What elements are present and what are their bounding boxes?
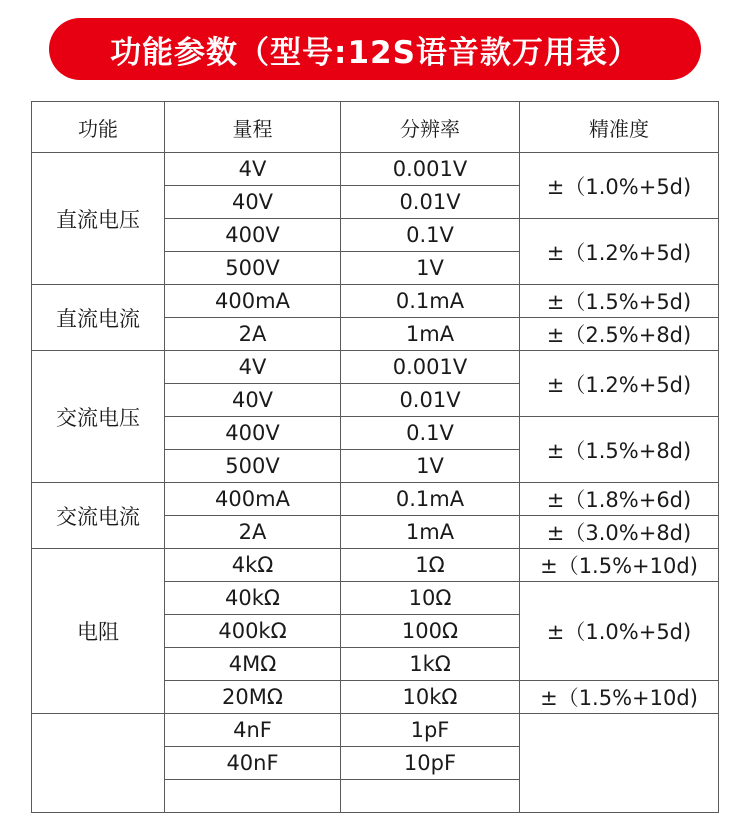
- header-resolution: 分辨率: [341, 102, 520, 153]
- range-cell: 40V: [165, 384, 341, 417]
- range-cell: 40kΩ: [165, 582, 341, 615]
- resolution-cell: 1pF: [341, 714, 520, 747]
- table-row: [32, 549, 719, 582]
- range-cell: 4kΩ: [165, 549, 341, 582]
- table-row: [32, 714, 719, 747]
- resolution-cell: 0.1mA: [341, 285, 520, 318]
- resolution-cell: 1kΩ: [341, 648, 520, 681]
- header-function: 功能: [32, 102, 165, 153]
- accuracy-cell: ±（2.5%+8d): [520, 318, 719, 351]
- table-header-row: [32, 102, 719, 153]
- resolution-cell: 10pF: [341, 747, 520, 780]
- accuracy-cell: ±（1.8%+6d): [520, 483, 719, 516]
- range-cell: 4nF: [165, 714, 341, 747]
- resolution-cell: 0.001V: [341, 153, 520, 186]
- range-cell: 4MΩ: [165, 648, 341, 681]
- resolution-cell: 1mA: [341, 516, 520, 549]
- resolution-cell: 10Ω: [341, 582, 520, 615]
- range-cell: 500V: [165, 450, 341, 483]
- table-row: [32, 153, 719, 186]
- banner-title: 功能参数（型号:12S语音款万用表）: [110, 34, 640, 71]
- accuracy-cell: ±（1.2%+5d): [520, 351, 719, 417]
- header-range: 量程: [165, 102, 341, 153]
- resolution-cell: 0.001V: [341, 351, 520, 384]
- range-cell: [165, 780, 341, 813]
- range-cell: 4V: [165, 153, 341, 186]
- function-cell: 直流电流: [32, 285, 165, 351]
- resolution-cell: 10kΩ: [341, 681, 520, 714]
- accuracy-cell: ±（1.5%+10d): [520, 681, 719, 714]
- range-cell: 400mA: [165, 285, 341, 318]
- table-row: [32, 285, 719, 318]
- resolution-cell: 0.1V: [341, 219, 520, 252]
- function-cell: 交流电压: [32, 351, 165, 483]
- spec-table: [31, 101, 719, 813]
- resolution-cell: 0.1V: [341, 417, 520, 450]
- range-cell: 4V: [165, 351, 341, 384]
- function-cell: 交流电流: [32, 483, 165, 549]
- range-cell: 40nF: [165, 747, 341, 780]
- table-row: [32, 351, 719, 384]
- range-cell: 400kΩ: [165, 615, 341, 648]
- accuracy-cell: ±（1.5%+5d): [520, 285, 719, 318]
- range-cell: 400V: [165, 219, 341, 252]
- resolution-cell: 1V: [341, 252, 520, 285]
- accuracy-cell: ±（1.5%+10d): [520, 549, 719, 582]
- range-cell: 20MΩ: [165, 681, 341, 714]
- resolution-cell: [341, 780, 520, 813]
- resolution-cell: 0.1mA: [341, 483, 520, 516]
- range-cell: 2A: [165, 318, 341, 351]
- accuracy-cell: ±（1.5%+8d): [520, 417, 719, 483]
- header-accuracy: 精准度: [520, 102, 719, 153]
- resolution-cell: 1V: [341, 450, 520, 483]
- accuracy-cell: ±（1.0%+5d): [520, 153, 719, 219]
- function-cell: 电阻: [32, 549, 165, 714]
- range-cell: 400mA: [165, 483, 341, 516]
- table-row: [32, 483, 719, 516]
- resolution-cell: 1mA: [341, 318, 520, 351]
- range-cell: 40V: [165, 186, 341, 219]
- function-cell: [32, 714, 165, 813]
- accuracy-cell: ±（1.0%+5d): [520, 582, 719, 681]
- spec-table-body: [32, 153, 719, 813]
- accuracy-cell: ±（1.2%+5d): [520, 219, 719, 285]
- function-cell: 直流电压: [32, 153, 165, 285]
- accuracy-cell: ±（3.0%+8d): [520, 516, 719, 549]
- resolution-cell: 0.01V: [341, 384, 520, 417]
- resolution-cell: 1Ω: [341, 549, 520, 582]
- range-cell: 500V: [165, 252, 341, 285]
- resolution-cell: 100Ω: [341, 615, 520, 648]
- title-banner: [49, 18, 701, 80]
- range-cell: 2A: [165, 516, 341, 549]
- accuracy-cell: [520, 714, 719, 813]
- range-cell: 400V: [165, 417, 341, 450]
- resolution-cell: 0.01V: [341, 186, 520, 219]
